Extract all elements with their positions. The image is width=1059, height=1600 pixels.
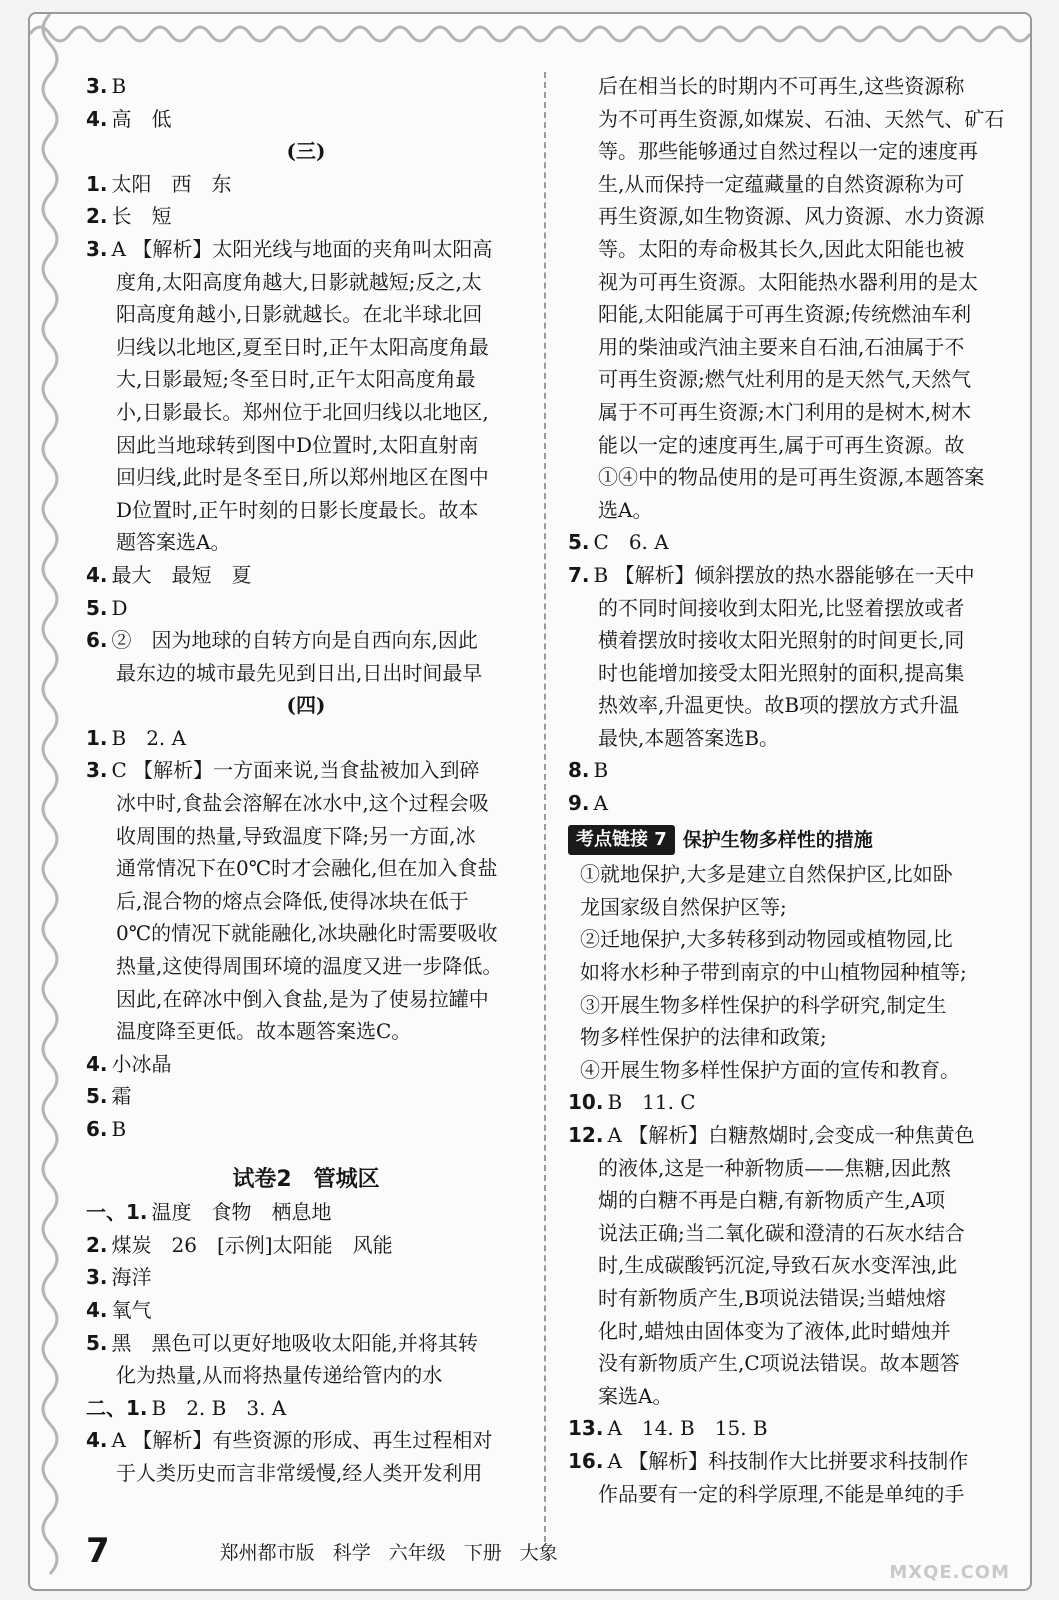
answer-text: 最大 最短 夏 <box>111 562 252 587</box>
continuation-line: 度角,太阳高度角越大,日影就越短;反之,太 <box>116 269 482 294</box>
answer-text: B <box>111 74 127 98</box>
continuation-line: 归线以北地区,夏至日时,正午太阳高度角最 <box>116 334 489 359</box>
question-number: 5. <box>568 530 590 555</box>
answer-line <box>86 1229 526 1262</box>
continuation-line: 作品要有一定的科学原理,不能是单纯的手 <box>598 1481 965 1506</box>
answer-line <box>86 233 526 266</box>
question-number: 4. <box>86 1051 108 1076</box>
page-footer <box>86 1531 986 1571</box>
continuation-line: 小,日影最长。郑州位于北回归线以北地区, <box>116 399 489 424</box>
question-number: 一、1. <box>86 1200 148 1225</box>
question-number: 13. <box>568 1416 604 1441</box>
continuation-line: 温度降至更低。故本题答案选C。 <box>116 1019 412 1044</box>
answer-line <box>86 168 526 201</box>
continuation-line: 的液体,这是一种新物质——焦糖,因此熬 <box>598 1155 951 1180</box>
continuation-line: 没有新物质产生,C项说法错误。故本题答 <box>598 1351 960 1376</box>
continuation-line: 最快,本题答案选B。 <box>598 725 780 750</box>
knowledge-link-title: 保护生物多样性的措施 <box>682 828 873 851</box>
knowledge-link-line: ③开展生物多样性保护的科学研究,制定生 <box>580 992 947 1017</box>
question-number: 5. <box>86 1330 108 1355</box>
answer-text: A 【解析】有些资源的形成、再生过程相对 <box>111 1428 493 1453</box>
continuation-line: 化为热量,从而将热量传递给管内的水 <box>116 1363 443 1388</box>
knowledge-link-line: 物多样性保护的法律和政策; <box>580 1025 827 1050</box>
question-number: 9. <box>568 791 590 816</box>
question-number: 10. <box>568 1090 604 1115</box>
continuation-line: ①④中的物品使用的是可再生资源,本题答案 <box>598 465 985 490</box>
footer-grade: 六年级 <box>388 1541 446 1564</box>
continuation-line: 再生资源,如生物资源、风力资源、水力资源 <box>598 204 985 229</box>
question-number: 4. <box>86 1428 108 1453</box>
answer-line <box>86 1392 526 1425</box>
answer-page <box>28 12 1032 1591</box>
continuation-line: 为不可再生资源,如煤炭、石油、天然气、矿石 <box>598 106 1005 131</box>
footer-edition: 郑州都市版 <box>219 1541 315 1564</box>
continuation-line: 热量,这使得周围环境的温度又进一步降低。 <box>116 954 503 979</box>
answer-line <box>86 1327 526 1360</box>
continuation-line: 用的柴油或汽油主要来自石油,石油属于不 <box>598 334 965 359</box>
answer-text: 黑 黑色可以更好地吸收太阳能,并将其转 <box>111 1330 478 1355</box>
question-number: 1. <box>86 171 108 196</box>
knowledge-link-line: 如将水杉种子带到南京的中山植物园种植等; <box>580 960 967 985</box>
question-number: 1. <box>86 725 108 750</box>
decorative-top-border <box>30 14 1030 54</box>
knowledge-link-badge: 考点链接 7 <box>568 825 675 855</box>
continuation-line: 时,生成碳酸钙沉淀,导致石灰水变浑浊,此 <box>598 1253 958 1278</box>
answer-line <box>86 1424 526 1457</box>
answer-line <box>86 592 526 625</box>
continuation-line: 化时,蜡烛由固体变为了液体,此时蜡烛并 <box>598 1318 951 1343</box>
continuation-line: 后在相当长的时期内不可再生,这些资源称 <box>598 74 965 98</box>
answer-text: A 【解析】科技制作大比拼要求科技制作 <box>607 1448 969 1473</box>
footer-meta <box>220 1538 558 1565</box>
answer-line <box>86 722 526 755</box>
knowledge-link-line: ①就地保护,大多是建立自然保护区,比如卧 <box>580 862 953 887</box>
continuation-line: 可再生资源;燃气灶利用的是天然气,天然气 <box>598 367 972 392</box>
answer-text: B <box>111 1117 127 1141</box>
question-number: 4. <box>86 106 108 131</box>
continuation-line: 时也能增加接受太阳光照射的面积,提高集 <box>598 660 965 685</box>
question-number: 16. <box>568 1448 604 1473</box>
question-number: 5. <box>86 1084 108 1109</box>
continuation-line: 横着摆放时接收太阳光照射的时间更长,同 <box>598 628 965 653</box>
answer-line <box>568 1086 1018 1119</box>
answer-line <box>86 1261 526 1294</box>
continuation-line: 等。太阳的寿命极其长久,因此太阳能也被 <box>598 236 965 261</box>
question-number: 2. <box>86 1232 108 1257</box>
watermark: MXQE.COM <box>889 1562 1010 1583</box>
question-number: 3. <box>86 74 108 98</box>
continuation-line: 等。那些能够通过自然过程以一定的速度再 <box>598 139 978 164</box>
question-number: 3. <box>86 758 108 783</box>
answer-text: B 【解析】倾斜摆放的热水器能够在一天中 <box>593 562 975 587</box>
continuation-line: 时有新物质产生,B项说法错误;当蜡烛熔 <box>598 1285 946 1310</box>
question-number: 6. <box>86 628 108 653</box>
continuation-line: 生,从而保持一定蕴藏量的自然资源称为可 <box>598 171 965 196</box>
answer-line <box>86 624 526 657</box>
answer-line <box>568 1119 1018 1152</box>
question-number: 二、1. <box>86 1395 148 1420</box>
section-heading: (四) <box>286 693 326 718</box>
answer-text: B 11. C <box>607 1090 696 1115</box>
continuation-line: 的不同时间接收到太阳光,比竖着摆放或者 <box>598 595 965 620</box>
continuation-line: D位置时,正午时刻的日影长度最长。故本 <box>116 497 479 522</box>
continuation-line: 说法正确;当二氧化碳和澄清的石灰水结合 <box>598 1220 965 1245</box>
continuation-line: 通常情况下在0℃时才会融化,但在加入食盐 <box>116 856 498 881</box>
answer-line <box>86 559 526 592</box>
continuation-line: 阳高度角越小,日影就越长。在北半球北回 <box>116 302 483 327</box>
continuation-line: 选A。 <box>598 497 653 522</box>
continuation-line: 煳的白糖不再是白糖,有新物质产生,A项 <box>598 1188 946 1213</box>
continuation-line: 冰中时,食盐会溶解在冰水中,这个过程会吸 <box>116 791 489 816</box>
continuation-line: 因此当地球转到图中D位置时,太阳直射南 <box>116 432 479 457</box>
answer-line <box>86 103 526 136</box>
answer-line <box>86 1113 526 1146</box>
continuation-line: 能以一定的速度再生,属于可再生资源。故 <box>598 432 965 457</box>
answer-text: A 14. B 15. B <box>607 1416 768 1441</box>
answer-line <box>86 1080 526 1113</box>
answer-text: 长 短 <box>111 204 172 229</box>
footer-volume: 下册 <box>463 1541 502 1564</box>
answer-text: 海洋 <box>111 1265 152 1290</box>
section-heading: (三) <box>286 139 326 164</box>
answer-text: A <box>593 791 608 816</box>
question-number: 6. <box>86 1117 108 1141</box>
answer-line <box>86 200 526 233</box>
answer-text: 太阳 西 东 <box>111 171 232 196</box>
answer-text: A 【解析】白糖熬煳时,会变成一种焦黄色 <box>607 1123 975 1147</box>
answer-text: B <box>593 758 609 783</box>
question-number: 3. <box>86 1265 108 1290</box>
answer-line <box>86 1196 526 1229</box>
continuation-line: 最东边的城市最先见到日出,日出时间最早 <box>116 660 483 685</box>
answer-text: 氧气 <box>111 1297 152 1322</box>
answer-text: C 6. A <box>593 530 669 555</box>
left-column <box>86 70 526 1490</box>
knowledge-link-header <box>568 824 1018 857</box>
answer-line <box>568 1445 1018 1478</box>
answer-line <box>86 70 526 103</box>
continuation-line: 视为可再生资源。太阳能热水器利用的是太 <box>598 269 978 294</box>
question-number: 4. <box>86 1297 108 1322</box>
right-column <box>568 70 1018 1510</box>
question-number: 7. <box>568 562 590 587</box>
knowledge-link-line: 龙国家级自然保护区等; <box>580 894 787 919</box>
answer-line <box>568 526 1018 559</box>
column-divider <box>544 72 546 1542</box>
answer-line <box>86 1294 526 1327</box>
answer-text: B 2. B 3. A <box>151 1395 287 1420</box>
continuation-line: 属于不可再生资源;木门利用的是树木,树木 <box>598 399 972 424</box>
answer-text: 高 低 <box>111 106 172 131</box>
question-number: 3. <box>86 236 108 261</box>
answer-text: B 2. A <box>111 725 187 750</box>
answer-line <box>568 754 1018 787</box>
continuation-line: 阳能,太阳能属于可再生资源;传统燃油车利 <box>598 302 972 327</box>
paper-heading: 试卷2 管城区 <box>232 1166 380 1192</box>
answer-line <box>86 754 526 787</box>
answer-line <box>568 559 1018 592</box>
continuation-line: 案选A。 <box>598 1383 673 1408</box>
answer-text: ② 因为地球的自转方向是自西向东,因此 <box>111 628 478 653</box>
continuation-line: 后,混合物的熔点会降低,使得冰块在低于 <box>116 888 469 913</box>
question-number: 2. <box>86 204 108 229</box>
decorative-left-border <box>30 14 70 1589</box>
continuation-line: 因此,在碎冰中倒入食盐,是为了使易拉罐中 <box>116 986 489 1011</box>
continuation-line: 于人类历史而言非常缓慢,经人类开发利用 <box>116 1460 483 1485</box>
knowledge-link-line: ②迁地保护,大多转移到动物园或植物园,比 <box>580 927 953 952</box>
answer-text: 小冰晶 <box>111 1051 172 1076</box>
continuation-line: 题答案选A。 <box>116 530 231 555</box>
question-number: 5. <box>86 595 108 620</box>
answer-text: 霜 <box>111 1084 132 1109</box>
continuation-line: 热效率,升温更快。故B项的摆放方式升温 <box>598 693 960 718</box>
answer-line <box>86 1048 526 1081</box>
footer-subject: 科学 <box>332 1541 371 1564</box>
answer-text: D <box>111 595 128 620</box>
answer-text: 温度 食物 栖息地 <box>151 1200 332 1225</box>
footer-publisher: 大象 <box>519 1541 558 1564</box>
answer-line <box>568 787 1018 820</box>
question-number: 4. <box>86 562 108 587</box>
question-number: 12. <box>568 1123 604 1147</box>
answer-line <box>568 1412 1018 1445</box>
question-number: 8. <box>568 758 590 783</box>
answer-text: A 【解析】太阳光线与地面的夹角叫太阳高 <box>111 236 493 261</box>
answer-text: C 【解析】一方面来说,当食盐被加入到碎 <box>111 758 480 783</box>
continuation-line: 0℃的情况下就能融化,冰块融化时需要吸收 <box>116 921 498 946</box>
continuation-line: 回归线,此时是冬至日,所以郑州地区在图中 <box>116 465 489 490</box>
page-number: 7 <box>86 1531 110 1571</box>
continuation-line: 大,日影最短;冬至日时,正午太阳高度角最 <box>116 367 476 392</box>
answer-text: 煤炭 26 [示例]太阳能 风能 <box>111 1232 393 1257</box>
knowledge-link-line: ④开展生物多样性保护方面的宣传和教育。 <box>580 1057 960 1082</box>
continuation-line: 收周围的热量,导致温度下降;另一方面,冰 <box>116 823 476 848</box>
